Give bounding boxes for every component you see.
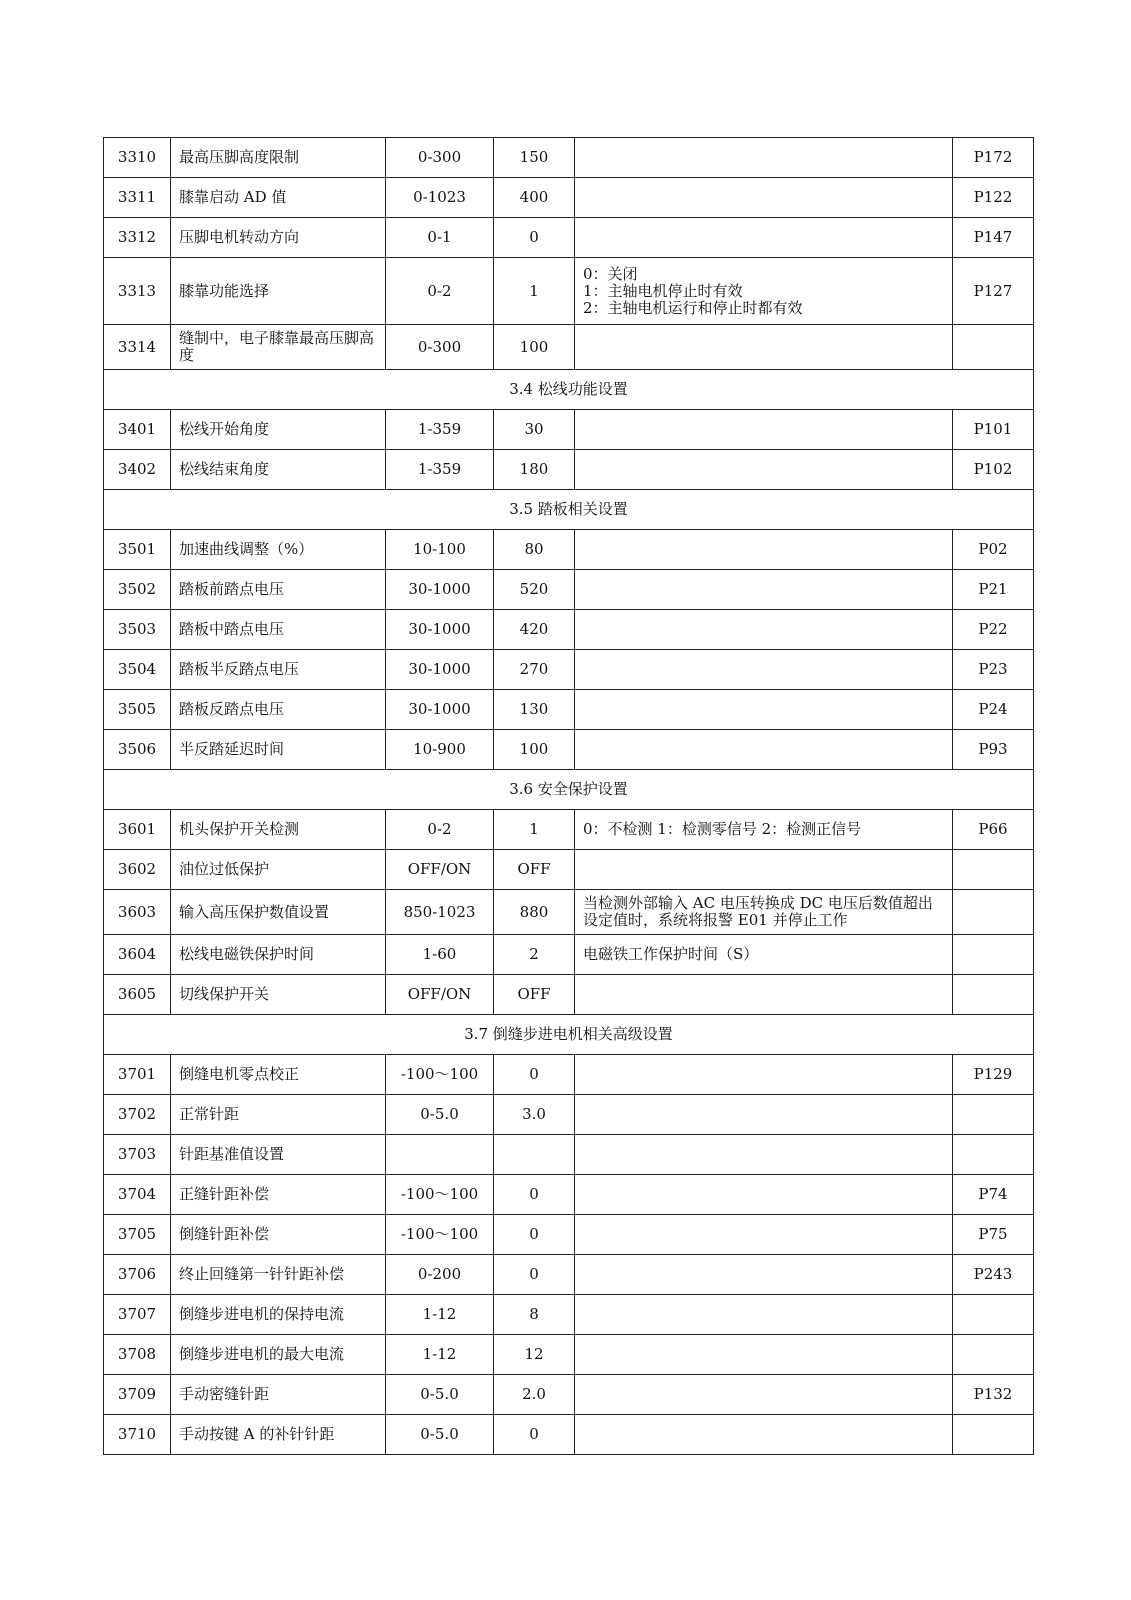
param-code: 3702 <box>104 1095 171 1135</box>
param-description <box>575 570 953 610</box>
param-page-ref: P66 <box>953 810 1034 850</box>
param-default: 12 <box>494 1335 575 1375</box>
param-description <box>575 1135 953 1175</box>
param-page-ref <box>953 1135 1034 1175</box>
param-name: 倒缝步进电机的保持电流 <box>171 1295 386 1335</box>
param-range: 30-1000 <box>386 690 494 730</box>
param-page-ref <box>953 1095 1034 1135</box>
param-default: 0 <box>494 1215 575 1255</box>
param-code: 3502 <box>104 570 171 610</box>
param-page-ref: P243 <box>953 1255 1034 1295</box>
param-range: OFF/ON <box>386 850 494 890</box>
param-range: OFF/ON <box>386 975 494 1015</box>
param-code: 3707 <box>104 1295 171 1335</box>
param-description <box>575 410 953 450</box>
table-row <box>104 1135 1034 1175</box>
section-header-row <box>104 490 1034 530</box>
param-description: 0：关闭 1：主轴电机停止时有效 2：主轴电机运行和停止时都有效 <box>575 258 953 325</box>
param-default: 520 <box>494 570 575 610</box>
table-row <box>104 325 1034 370</box>
param-range: -100～100 <box>386 1055 494 1095</box>
param-range: 1-359 <box>386 410 494 450</box>
table-row <box>104 1295 1034 1335</box>
section-header-row <box>104 1015 1034 1055</box>
param-code: 3709 <box>104 1375 171 1415</box>
param-default: 8 <box>494 1295 575 1335</box>
param-page-ref <box>953 890 1034 935</box>
param-code: 3604 <box>104 935 171 975</box>
table-row <box>104 1335 1034 1375</box>
param-default: 180 <box>494 450 575 490</box>
param-name: 半反踏延迟时间 <box>171 730 386 770</box>
param-default: 0 <box>494 1175 575 1215</box>
param-name: 倒缝针距补偿 <box>171 1215 386 1255</box>
param-code: 3503 <box>104 610 171 650</box>
param-page-ref: P93 <box>953 730 1034 770</box>
section-title: 3.4 松线功能设置 <box>104 370 1034 410</box>
param-description <box>575 650 953 690</box>
param-default: 420 <box>494 610 575 650</box>
param-default: 400 <box>494 178 575 218</box>
table-row <box>104 1255 1034 1295</box>
param-range: 850-1023 <box>386 890 494 935</box>
param-default: 100 <box>494 730 575 770</box>
param-range: 10-100 <box>386 530 494 570</box>
param-page-ref <box>953 975 1034 1015</box>
param-description <box>575 178 953 218</box>
param-range: 0-1023 <box>386 178 494 218</box>
param-code: 3314 <box>104 325 171 370</box>
param-name: 手动按键 A 的补针针距 <box>171 1415 386 1455</box>
param-description <box>575 1055 953 1095</box>
param-code: 3703 <box>104 1135 171 1175</box>
section-header-row <box>104 770 1034 810</box>
table-row <box>104 610 1034 650</box>
param-name: 加速曲线调整（%） <box>171 530 386 570</box>
table-row <box>104 810 1034 850</box>
param-range: 0-300 <box>386 138 494 178</box>
param-page-ref: P129 <box>953 1055 1034 1095</box>
param-default: 2.0 <box>494 1375 575 1415</box>
param-description <box>575 1375 953 1415</box>
param-default: 2 <box>494 935 575 975</box>
param-range: 0-1 <box>386 218 494 258</box>
parameter-table-body <box>104 138 1034 1455</box>
table-row <box>104 1375 1034 1415</box>
param-page-ref: P22 <box>953 610 1034 650</box>
param-name: 正缝针距补偿 <box>171 1175 386 1215</box>
table-row <box>104 975 1034 1015</box>
param-name: 踏板反踏点电压 <box>171 690 386 730</box>
param-description <box>575 530 953 570</box>
table-row <box>104 935 1034 975</box>
param-code: 3602 <box>104 850 171 890</box>
parameter-table <box>103 137 1034 1455</box>
param-name: 正常针距 <box>171 1095 386 1135</box>
table-row <box>104 1175 1034 1215</box>
param-name: 踏板半反踏点电压 <box>171 650 386 690</box>
table-row <box>104 178 1034 218</box>
param-name: 压脚电机转动方向 <box>171 218 386 258</box>
param-default: 270 <box>494 650 575 690</box>
param-code: 3601 <box>104 810 171 850</box>
param-page-ref: P23 <box>953 650 1034 690</box>
param-name: 油位过低保护 <box>171 850 386 890</box>
table-row <box>104 1055 1034 1095</box>
param-description <box>575 1295 953 1335</box>
param-page-ref <box>953 850 1034 890</box>
param-name: 输入高压保护数值设置 <box>171 890 386 935</box>
param-description: 当检测外部输入 AC 电压转换成 DC 电压后数值超出设定值时，系统将报警 E01 并停止工作 <box>575 890 953 935</box>
param-range: 0-2 <box>386 258 494 325</box>
param-default: 30 <box>494 410 575 450</box>
param-default: 130 <box>494 690 575 730</box>
section-title: 3.5 踏板相关设置 <box>104 490 1034 530</box>
param-code: 3704 <box>104 1175 171 1215</box>
param-description <box>575 1175 953 1215</box>
table-row <box>104 850 1034 890</box>
param-page-ref: P127 <box>953 258 1034 325</box>
table-row <box>104 890 1034 935</box>
param-page-ref <box>953 1415 1034 1455</box>
param-page-ref: P21 <box>953 570 1034 610</box>
param-default: 0 <box>494 218 575 258</box>
param-page-ref <box>953 1335 1034 1375</box>
param-default: 1 <box>494 258 575 325</box>
param-default: 3.0 <box>494 1095 575 1135</box>
param-code: 3710 <box>104 1415 171 1455</box>
table-row <box>104 1095 1034 1135</box>
section-header-row <box>104 370 1034 410</box>
param-range: -100～100 <box>386 1215 494 1255</box>
param-name: 倒缝电机零点校正 <box>171 1055 386 1095</box>
param-name: 倒缝步进电机的最大电流 <box>171 1335 386 1375</box>
param-default: 880 <box>494 890 575 935</box>
param-range: 1-60 <box>386 935 494 975</box>
param-page-ref: P75 <box>953 1215 1034 1255</box>
param-name: 松线电磁铁保护时间 <box>171 935 386 975</box>
table-row <box>104 690 1034 730</box>
param-page-ref: P74 <box>953 1175 1034 1215</box>
param-code: 3313 <box>104 258 171 325</box>
param-page-ref <box>953 935 1034 975</box>
param-name: 缝制中，电子膝靠最高压脚高度 <box>171 325 386 370</box>
param-page-ref: P122 <box>953 178 1034 218</box>
param-default: 100 <box>494 325 575 370</box>
param-code: 3402 <box>104 450 171 490</box>
param-default: 0 <box>494 1255 575 1295</box>
param-description <box>575 1215 953 1255</box>
table-row <box>104 218 1034 258</box>
param-page-ref: P24 <box>953 690 1034 730</box>
param-name: 踏板中踏点电压 <box>171 610 386 650</box>
param-code: 3506 <box>104 730 171 770</box>
param-page-ref: P02 <box>953 530 1034 570</box>
param-range: 30-1000 <box>386 570 494 610</box>
param-code: 3311 <box>104 178 171 218</box>
param-range <box>386 1135 494 1175</box>
param-description <box>575 450 953 490</box>
param-code: 3708 <box>104 1335 171 1375</box>
param-description: 0：不检测 1：检测零信号 2：检测正信号 <box>575 810 953 850</box>
param-range: -100～100 <box>386 1175 494 1215</box>
table-row <box>104 530 1034 570</box>
param-code: 3312 <box>104 218 171 258</box>
param-page-ref: P101 <box>953 410 1034 450</box>
param-page-ref <box>953 1295 1034 1335</box>
param-description <box>575 1415 953 1455</box>
param-range: 0-2 <box>386 810 494 850</box>
param-name: 踏板前踏点电压 <box>171 570 386 610</box>
param-default: OFF <box>494 975 575 1015</box>
param-default: 1 <box>494 810 575 850</box>
param-name: 机头保护开关检测 <box>171 810 386 850</box>
param-page-ref: P132 <box>953 1375 1034 1415</box>
param-code: 3705 <box>104 1215 171 1255</box>
table-row <box>104 570 1034 610</box>
param-code: 3310 <box>104 138 171 178</box>
param-code: 3505 <box>104 690 171 730</box>
param-code: 3701 <box>104 1055 171 1095</box>
param-code: 3401 <box>104 410 171 450</box>
param-name: 切线保护开关 <box>171 975 386 1015</box>
param-code: 3501 <box>104 530 171 570</box>
table-row <box>104 1415 1034 1455</box>
param-range: 1-359 <box>386 450 494 490</box>
param-name: 松线开始角度 <box>171 410 386 450</box>
param-name: 最高压脚高度限制 <box>171 138 386 178</box>
param-range: 30-1000 <box>386 650 494 690</box>
table-row <box>104 138 1034 178</box>
param-range: 1-12 <box>386 1295 494 1335</box>
param-page-ref: P147 <box>953 218 1034 258</box>
table-row <box>104 450 1034 490</box>
param-range: 1-12 <box>386 1335 494 1375</box>
param-name: 松线结束角度 <box>171 450 386 490</box>
param-range: 0-5.0 <box>386 1095 494 1135</box>
table-row <box>104 650 1034 690</box>
param-description <box>575 975 953 1015</box>
param-description <box>575 850 953 890</box>
param-description <box>575 218 953 258</box>
param-description: 电磁铁工作保护时间（S） <box>575 935 953 975</box>
param-description <box>575 1335 953 1375</box>
param-default: 0 <box>494 1055 575 1095</box>
param-range: 0-5.0 <box>386 1375 494 1415</box>
param-page-ref: P102 <box>953 450 1034 490</box>
param-code: 3706 <box>104 1255 171 1295</box>
param-name: 膝靠功能选择 <box>171 258 386 325</box>
param-description <box>575 1095 953 1135</box>
param-page-ref: P172 <box>953 138 1034 178</box>
param-description <box>575 690 953 730</box>
param-description <box>575 1255 953 1295</box>
param-default: 0 <box>494 1415 575 1455</box>
param-name: 手动密缝针距 <box>171 1375 386 1415</box>
param-description <box>575 730 953 770</box>
table-row <box>104 1215 1034 1255</box>
param-code: 3504 <box>104 650 171 690</box>
param-default: 80 <box>494 530 575 570</box>
param-range: 10-900 <box>386 730 494 770</box>
param-default <box>494 1135 575 1175</box>
param-code: 3605 <box>104 975 171 1015</box>
section-title: 3.7 倒缝步进电机相关高级设置 <box>104 1015 1034 1055</box>
param-range: 0-300 <box>386 325 494 370</box>
param-range: 0-200 <box>386 1255 494 1295</box>
param-default: 150 <box>494 138 575 178</box>
table-row <box>104 258 1034 325</box>
param-code: 3603 <box>104 890 171 935</box>
param-range: 0-5.0 <box>386 1415 494 1455</box>
param-page-ref <box>953 325 1034 370</box>
param-description <box>575 610 953 650</box>
param-name: 膝靠启动 AD 值 <box>171 178 386 218</box>
table-row <box>104 730 1034 770</box>
param-description <box>575 138 953 178</box>
param-default: OFF <box>494 850 575 890</box>
param-name: 终止回缝第一针针距补偿 <box>171 1255 386 1295</box>
section-title: 3.6 安全保护设置 <box>104 770 1034 810</box>
param-range: 30-1000 <box>386 610 494 650</box>
param-description <box>575 325 953 370</box>
param-name: 针距基准值设置 <box>171 1135 386 1175</box>
table-row <box>104 410 1034 450</box>
